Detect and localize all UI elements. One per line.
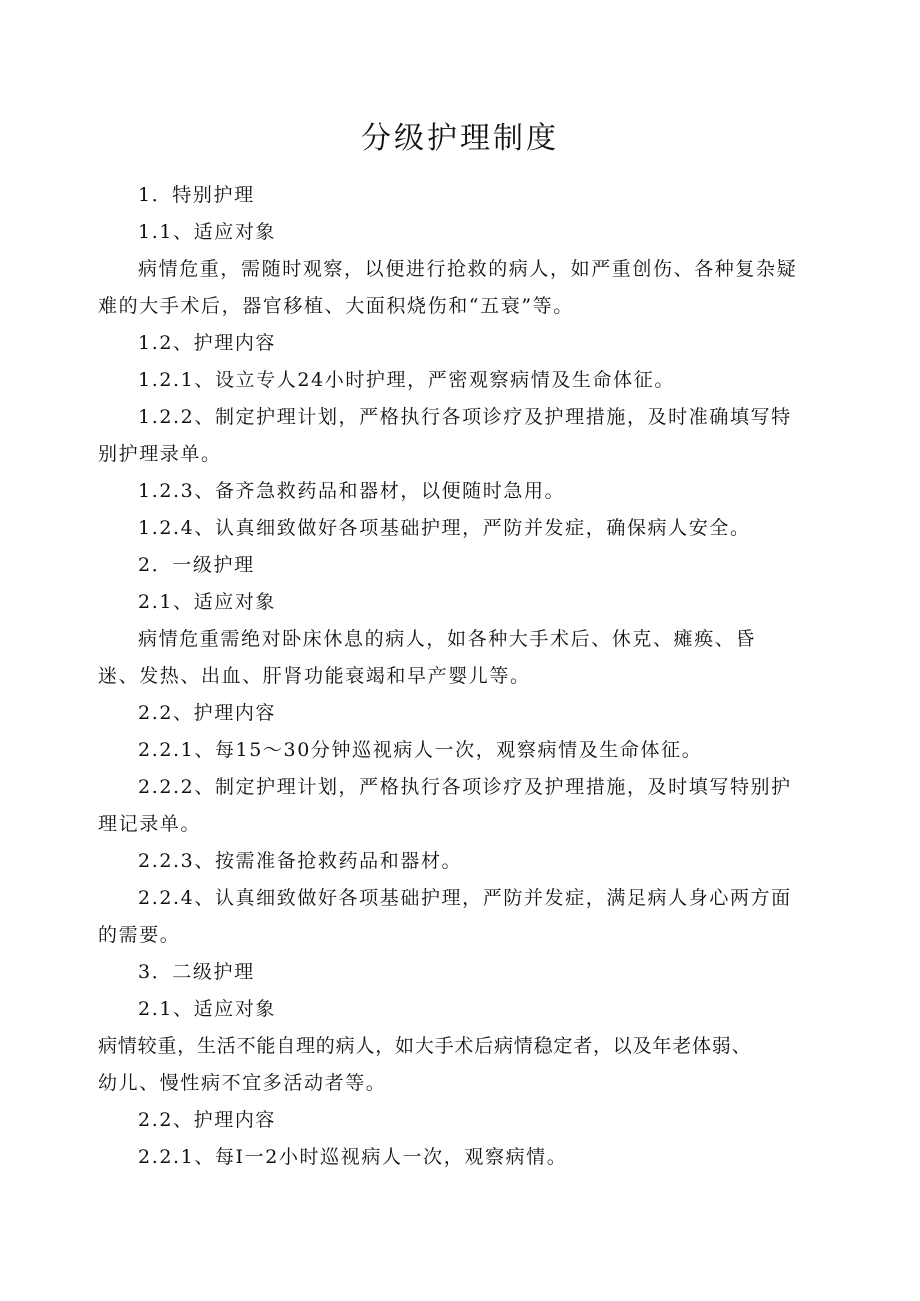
paragraph-line: 2.2.4、认真细致做好各项基础护理，严防并发症，满足病人身心两方面 <box>138 887 792 909</box>
paragraph-line: 的需要。 <box>98 924 181 946</box>
paragraph-line: 2.2、护理内容 <box>138 702 277 724</box>
paragraph-line: 2.1、适应对象 <box>138 591 277 613</box>
paragraph-line: 2.2.2、制定护理计划，严格执行各项诊疗及护理措施，及时填写特别护 <box>138 776 792 798</box>
paragraph-line: 2.2、护理内容 <box>138 1109 277 1131</box>
paragraph-line: 3．二级护理 <box>138 961 255 983</box>
paragraph-line: 1．特别护理 <box>138 184 255 206</box>
paragraph-line: 病情危重，需随时观察，以便进行抢救的病人，如严重创伤、各种复杂疑 <box>138 258 798 280</box>
paragraph-line: 2.2.1、每I一2小时巡视病人一次，观察病情。 <box>138 1146 568 1168</box>
paragraph-line: 理记录单。 <box>98 813 202 835</box>
page-title: 分级护理制度 <box>361 121 559 156</box>
paragraph-line: 幼儿、慢性病不宜多活动者等。 <box>98 1072 387 1094</box>
paragraph-line: 迷、发热、出血、肝肾功能衰竭和早产婴儿等。 <box>98 665 531 687</box>
paragraph-line: 2.2.1、每15～30分钟巡视病人一次，观察病情及生命体征。 <box>138 739 703 761</box>
paragraph-line: 难的大手术后，器官移植、大面积烧伤和“五衰”等。 <box>98 295 574 317</box>
paragraph-line: 1.1、适应对象 <box>138 221 277 243</box>
paragraph-line: 2.1、适应对象 <box>138 998 277 1020</box>
paragraph-line: 1.2.3、备齐急救药品和器材，以便随时急用。 <box>138 480 566 502</box>
paragraph-line: 1.2、护理内容 <box>138 332 277 354</box>
paragraph-line: 别护理录单。 <box>98 443 222 465</box>
paragraph-line: 病情危重需绝对卧床休息的病人，如各种大手术后、休克、瘫痪、昏 <box>138 628 757 650</box>
paragraph-line: 2.2.3、按需准备抢救药品和器材。 <box>138 850 463 872</box>
paragraph-line: 病情较重，生活不能自理的病人，如大手术后病情稳定者，以及年老体弱、 <box>98 1035 752 1057</box>
paragraph-line: 1.2.2、制定护理计划，严格执行各项诊疗及护理措施，及时准确填写特 <box>138 406 792 428</box>
paragraph-line: 1.2.1、设立专人24小时护理，严密观察病情及生命体征。 <box>138 369 675 391</box>
document-body <box>98 177 826 1176</box>
paragraph-line: 1.2.4、认真细致做好各项基础护理，严防并发症，确保病人安全。 <box>138 517 751 539</box>
paragraph-line: 2．一级护理 <box>138 554 255 576</box>
